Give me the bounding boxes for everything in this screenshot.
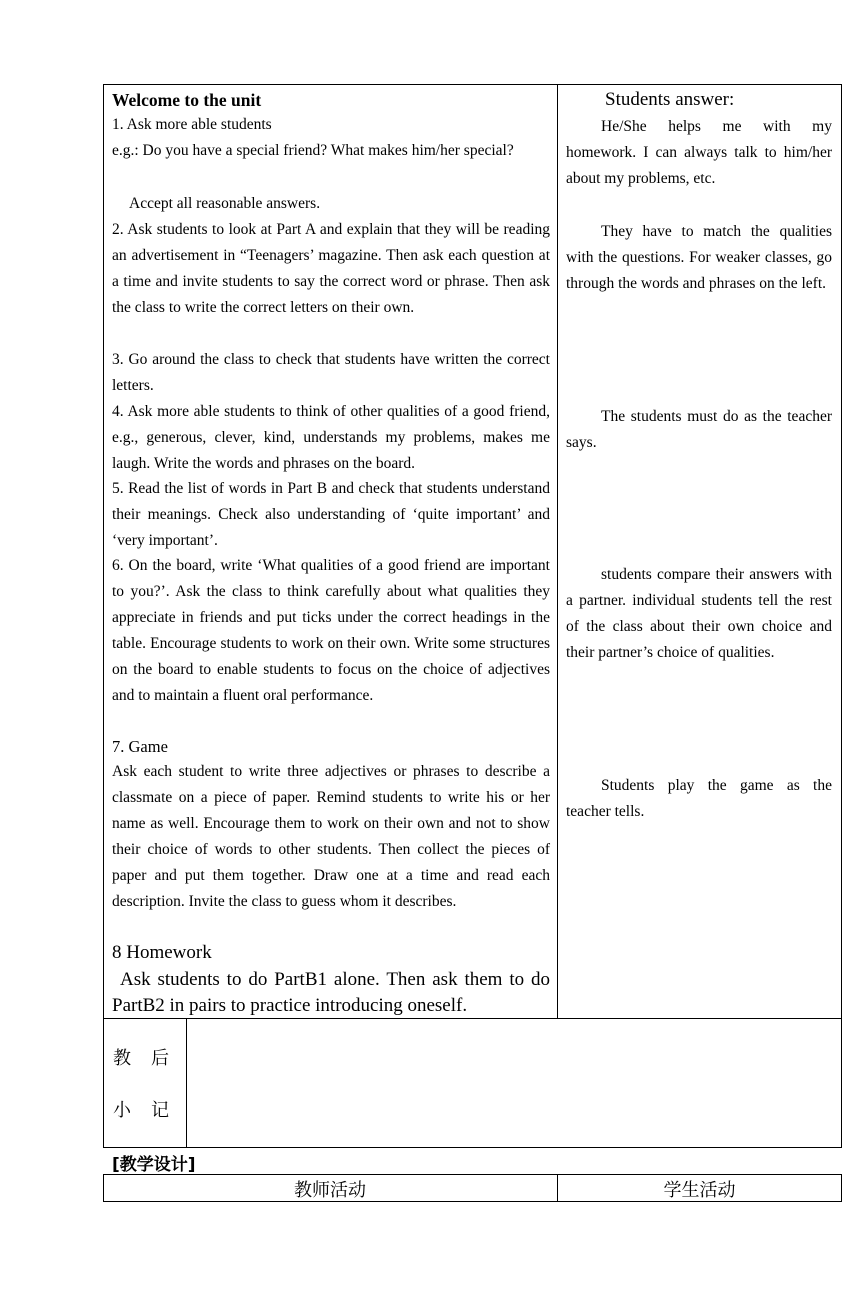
step-4: 4. Ask more able students to think of other qualities of a good friend, e.g., generous, clever, kind, understands my problems, makes me laugh. Write the words and phrases on the board. (112, 403, 550, 472)
step-5: 5. Read the list of words in Part B and check that students understand their meanings. Check also understanding of ‘quite important’ and ‘very important’. (112, 480, 550, 549)
step-7-body: Ask each student to write three adjectives or phrases to describe a classmate on a piece of paper. Remind students to write his or her name as well. Encourage them to work on their own and not to show their choice of words to other students. Then collect the pieces of paper and put them together. Draw one at a time and read each description. Invite the class to guess whom it describes. (112, 763, 550, 910)
answer-3: The students must do as the teacher says. (566, 408, 832, 451)
step-3: 3. Go around the class to check that students have written the correct letters. (112, 351, 550, 394)
step-6: 6. On the board, write ‘What qualities of a good friend are important to you?’. Ask the class to think carefully about what qualities they appreciate in friends and put ticks under the correct headings in the table. Encourage students to work on their own. Write some structures on the board to enable students to focus on the choice of adjectives and to maintain a fluent oral performance. (112, 557, 550, 704)
notes-label-line1: 教 后 (113, 1048, 170, 1069)
step-1: 1. Ask more able students (112, 116, 272, 133)
students-answer-title: Students answer: (605, 89, 735, 110)
step-8-body: Ask students to do PartB1 alone. Then ask them to do PartB2 in pairs to practice introducing oneself. (112, 969, 550, 1016)
answer-2: They have to match the qualities with the questions. For weaker classes, go through the words and phrases on the left. (566, 223, 832, 292)
step-7-title: 7. Game (112, 737, 168, 756)
design-section-title: [教学设计] (112, 1155, 196, 1175)
step-8-title: 8 Homework (112, 942, 212, 963)
answer-5: Students play the game as the teacher tells. (566, 777, 832, 820)
step-2: 2. Ask students to look at Part A and explain that they will be reading an advertisement in “Teenagers’ magazine. Then ask each question at a time and invite students to say the correct word or phrase. Then ask the class to write the correct letters on their own. (112, 221, 550, 316)
teacher-activity-header: 教师活动 (294, 1180, 366, 1201)
student-activity-header: 学生活动 (663, 1180, 736, 1201)
step-1-example: e.g.: Do you have a special friend? What makes him/her special? (112, 142, 514, 159)
answer-1: He/She helps me with my homework. I can always talk to him/her about my problems, etc. (566, 118, 832, 187)
step-1-note: Accept all reasonable answers. (129, 195, 321, 212)
notes-label-line2: 小 记 (113, 1100, 170, 1121)
column-divider (557, 84, 558, 1019)
notes-label-divider (186, 1018, 187, 1148)
section-title: Welcome to the unit (112, 90, 262, 110)
answer-4: students compare their answers with a partner. individual students tell the rest of the class about their own choice and their partner’s choice of qualities. (566, 566, 832, 661)
